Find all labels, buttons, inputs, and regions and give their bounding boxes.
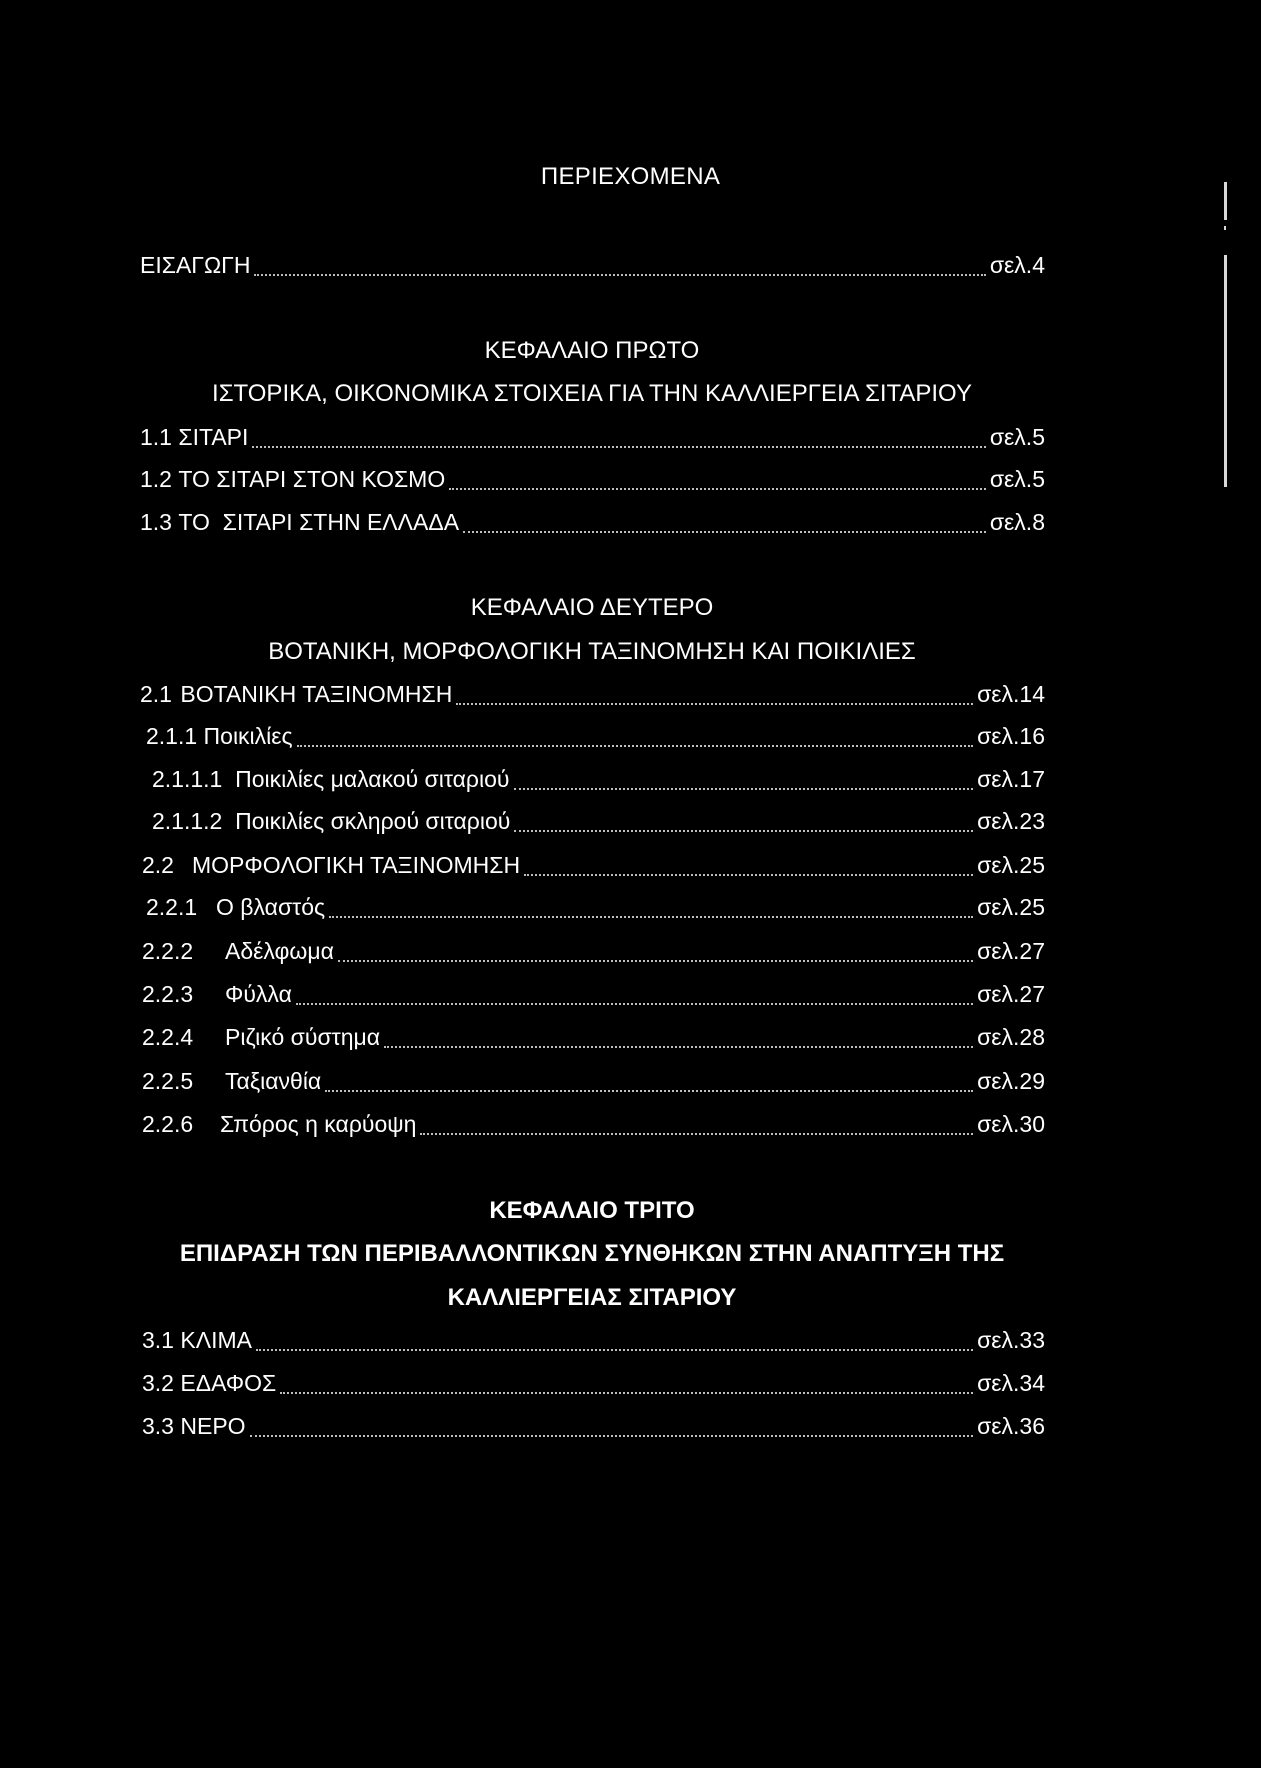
toc-entry[interactable] — [142, 1327, 1045, 1357]
toc-entry[interactable] — [140, 509, 1045, 539]
dot-leader — [456, 703, 973, 705]
toc-entry-number: 2.2.2 — [142, 938, 194, 964]
toc-entry-label: ΤΟ ΣΙΤΑΡΙ ΣΤΗΝ ΕΛΛΑΔΑ — [178, 509, 460, 535]
chapter-subtitle-line1: ΕΠΙΔΡΑΣΗ ΤΩΝ ΠΕΡΙΒΑΛΛΟΝΤΙΚΩΝ ΣΥΝΘΗΚΩΝ ΣΤΗΝ ΑΝΑΠΤΥΞΗ ΤΗΣ — [179, 1240, 1005, 1267]
toc-entry-label: Ριζικό σύστημα — [225, 1024, 381, 1050]
dot-leader — [524, 874, 973, 876]
toc-entry-page: σελ.5 — [989, 466, 1045, 492]
toc-entry-number: 2.2.5 — [142, 1068, 194, 1094]
toc-entry-number: 2.1 — [140, 681, 172, 707]
toc-entry-label: Ταξιανθία — [225, 1068, 322, 1094]
chapter-subtitle: ΒΟΤΑΝΙΚΗ, ΜΟΡΦΟΛΟΓΙΚΗ ΤΑΞΙΝΟΜΗΣΗ ΚΑΙ ΠΟΙΚΙΛΙΕΣ — [268, 638, 916, 665]
toc-entry[interactable] — [140, 681, 1045, 711]
dot-leader — [250, 1435, 974, 1437]
dot-leader — [296, 1003, 973, 1005]
scan-edge-line — [1224, 255, 1227, 487]
toc-entry[interactable] — [152, 808, 1045, 838]
toc-entry[interactable] — [142, 1068, 1045, 1098]
toc-entry[interactable] — [142, 1111, 1045, 1141]
toc-entry[interactable] — [140, 424, 1045, 454]
toc-entry-number: 2.2 — [142, 852, 174, 878]
toc-entry-intro[interactable] — [140, 252, 1045, 282]
toc-entry-label: ΝΕΡΟ — [180, 1413, 246, 1439]
toc-entry-label: Φύλλα — [225, 981, 292, 1007]
toc-entry-number: 1.2 — [140, 466, 172, 492]
toc-entry-number: 2.1.1.1 — [152, 766, 223, 792]
toc-entry-number: 1.3 — [140, 509, 172, 535]
toc-entry[interactable] — [152, 766, 1045, 796]
page-title: ΠΕΡΙΕΧΟΜΕΝΑ — [540, 163, 721, 190]
toc-entry-number: 2.2.1 — [146, 894, 198, 920]
dot-leader — [329, 916, 973, 918]
dot-leader — [325, 1090, 973, 1092]
toc-entry-label: Σπόρος η καρύοψη — [220, 1111, 417, 1137]
toc-entry-number: 2.2.3 — [142, 981, 194, 1007]
toc-entry-page: σελ.27 — [977, 938, 1045, 964]
toc-entry[interactable] — [142, 981, 1045, 1011]
toc-entry-page: σελ.34 — [977, 1370, 1045, 1396]
toc-entry[interactable] — [140, 466, 1045, 496]
toc-entry-label: Αδέλφωμα — [225, 938, 334, 964]
toc-entry-page: σελ.23 — [977, 808, 1045, 834]
dot-leader — [463, 531, 986, 533]
toc-entry-label: Ο βλαστός — [216, 894, 326, 920]
dot-leader — [338, 960, 973, 962]
chapter-subtitle-line2: ΚΑΛΛΙΕΡΓΕΙΑΣ ΣΙΤΑΡΙΟΥ — [447, 1284, 737, 1311]
toc-entry-page: σελ.16 — [977, 723, 1045, 749]
toc-entry-number: 3.2 — [142, 1370, 174, 1396]
toc-entry-number: 3.1 — [142, 1327, 174, 1353]
toc-entry-page: σελ.33 — [977, 1327, 1045, 1353]
toc-entry-number: 2.2.6 — [142, 1111, 194, 1137]
toc-entry-page: σελ.8 — [989, 509, 1045, 535]
toc-entry-page: σελ.25 — [977, 894, 1045, 920]
toc-entry-label: Ποικιλίες σκληρού σιταριού — [235, 808, 511, 834]
dot-leader — [449, 488, 986, 490]
toc-entry-label: ΒΟΤΑΝΙΚΗ ΤΑΞΙΝΟΜΗΣΗ — [180, 681, 453, 707]
toc-entry-page: σελ.14 — [977, 681, 1045, 707]
toc-entry-number: 2.2.4 — [142, 1024, 194, 1050]
dot-leader — [297, 745, 973, 747]
toc-entry-label: ΣΙΤΑΡΙ — [178, 424, 249, 450]
toc-entry-page: σελ.29 — [977, 1068, 1045, 1094]
toc-entry-page: σελ.25 — [977, 852, 1045, 878]
dot-leader — [252, 446, 985, 448]
toc-entry-label: Ποικιλίες — [203, 723, 293, 749]
toc-entry-label: ΕΔΑΦΟΣ — [180, 1370, 277, 1396]
toc-entry-label: Ποικιλίες μαλακού σιταριού — [235, 766, 510, 792]
toc-entry[interactable] — [142, 852, 1045, 882]
toc-entry-number: 2.1.1.2 — [152, 808, 223, 834]
chapter-subtitle: ΙΣΤΟΡΙΚΑ, ΟΙΚΟΝΟΜΙΚΑ ΣΤΟΙΧΕΙΑ ΓΙΑ ΤΗΝ ΚΑΛΛΙΕΡΓΕΙΑ ΣΙΤΑΡΙΟΥ — [212, 380, 972, 407]
chapter-heading: ΚΕΦΑΛΑΙΟ ΠΡΩΤΟ — [484, 337, 700, 364]
dot-leader — [256, 1349, 973, 1351]
toc-entry-page: σελ.5 — [989, 424, 1045, 450]
toc-entry[interactable] — [142, 1024, 1045, 1054]
dot-leader — [384, 1046, 973, 1048]
dot-leader — [420, 1133, 973, 1135]
toc-entry-label: ΜΟΡΦΟΛΟΓΙΚΗ ΤΑΞΙΝΟΜΗΣΗ — [192, 852, 521, 878]
scan-edge-line — [1224, 226, 1226, 230]
dot-leader — [254, 274, 985, 276]
toc-entry-page: σελ.4 — [989, 252, 1045, 278]
toc-entry[interactable] — [142, 1370, 1045, 1400]
toc-entry-number: 2.1.1 — [146, 723, 198, 749]
toc-entry-page: σελ.36 — [977, 1413, 1045, 1439]
toc-entry-page: σελ.30 — [977, 1111, 1045, 1137]
toc-entry-number: 1.1 — [140, 424, 172, 450]
toc-entry-label: ΚΛΙΜΑ — [180, 1327, 252, 1353]
toc-entry[interactable] — [146, 894, 1045, 924]
toc-entry-page: σελ.27 — [977, 981, 1045, 1007]
toc-entry[interactable] — [142, 1413, 1045, 1443]
toc-entry-number: 3.3 — [142, 1413, 174, 1439]
chapter-heading: ΚΕΦΑΛΑΙΟ ΔΕΥΤΕΡΟ — [470, 594, 714, 621]
dot-leader — [280, 1392, 973, 1394]
toc-entry-label: ΤΟ ΣΙΤΑΡΙ ΣΤΟΝ ΚΟΣΜΟ — [178, 466, 446, 492]
toc-entry-page: σελ.17 — [977, 766, 1045, 792]
toc-entry[interactable] — [146, 723, 1045, 753]
dot-leader — [514, 788, 974, 790]
toc-entry[interactable] — [142, 938, 1045, 968]
toc-entry-label: ΕΙΣΑΓΩΓΗ — [140, 252, 251, 278]
toc-entry-page: σελ.28 — [977, 1024, 1045, 1050]
dot-leader — [514, 830, 973, 832]
chapter-heading: ΚΕΦΑΛΑΙΟ ΤΡΙΤΟ — [489, 1197, 695, 1224]
